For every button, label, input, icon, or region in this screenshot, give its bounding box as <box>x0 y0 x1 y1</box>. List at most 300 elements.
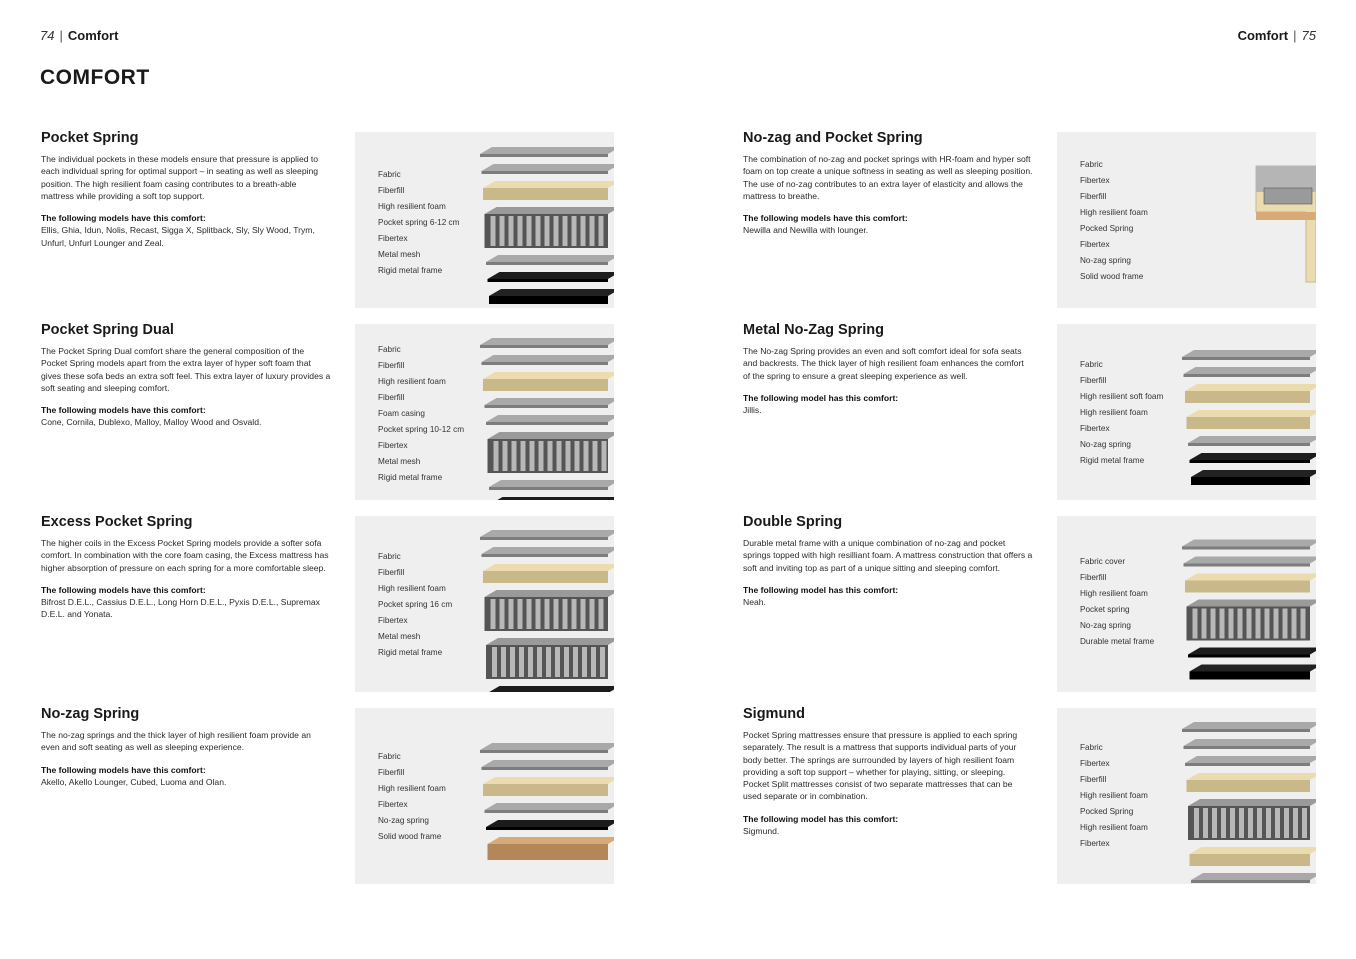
fabric-layer <box>480 338 614 348</box>
models-heading: The following models have this comfort: <box>41 584 206 595</box>
spring-coil <box>566 441 571 471</box>
spring-coil <box>564 647 569 677</box>
spring-coil <box>1302 808 1307 838</box>
foam-layer <box>483 181 614 200</box>
entry-description: The combination of no-zag and pocket springs with HR-foam and hyper soft foam on top create a unique softness in seating as well as sleeping position. The use of no-zag contributes to an extra layer of elasticity and allows the mattress to breathe. <box>743 154 1033 201</box>
layer-label: High resilient foam <box>378 377 446 386</box>
layer-label: Fabric <box>1080 743 1103 752</box>
spring-coil <box>530 441 535 471</box>
layer-diagram-pocket-spring-dual <box>355 324 614 500</box>
fabric-layer <box>486 255 614 265</box>
spring-coil <box>500 599 505 629</box>
spring-coil <box>563 216 568 246</box>
spring-coil <box>537 647 542 677</box>
spring-coil <box>1230 808 1235 838</box>
layer-list <box>378 749 446 845</box>
layer-label: Durable metal frame <box>1080 637 1155 646</box>
entry-title: Double Spring <box>743 514 843 530</box>
spring-coil <box>554 216 559 246</box>
spring-coil <box>590 216 595 246</box>
layer-label: Metal mesh <box>378 632 421 641</box>
foam-layer-top <box>1185 384 1316 391</box>
right-page-number: 75 <box>1301 28 1316 43</box>
layer-stack-illustration <box>1176 324 1316 500</box>
spring-layer-top <box>488 432 615 439</box>
entry-description: Pocket Spring mattresses ensure that pressure is applied to each spring separately. The result is a mattress that supports individual parts of your body better. The springs are surrounded by layers of high resilient foam providing a soft top support – whether for playing, sitting, or sleeping. Pocket Split mattresses consist of two separate mattresses that can be used separate or in combination. <box>743 730 1018 802</box>
fabric-layer-top <box>1182 722 1316 729</box>
models-list: Ellis, Ghia, Idun, Nolis, Recast, Sigga X, Splitback, Sly, Sly Wood, Trym, Unfurl, Unfurl Lounger and Zeal. <box>41 225 315 248</box>
models-heading: The following models have this comfort: <box>41 764 206 775</box>
foam-layer-edge <box>1190 854 1311 866</box>
spring-layer <box>488 432 615 473</box>
foam-layer-edge <box>483 188 608 200</box>
fabric-layer-edge <box>482 554 609 557</box>
frame-layer-edge <box>1191 477 1310 485</box>
layer-label: Solid wood frame <box>1080 272 1144 281</box>
fabric-layer-top <box>482 760 615 767</box>
fabric-layer <box>485 398 615 408</box>
layer-label: Rigid metal frame <box>1080 456 1145 465</box>
foam-layer <box>1190 847 1317 866</box>
comfort-entry-excess-pocket-spring <box>41 514 331 621</box>
layer-label: Metal mesh <box>378 457 421 466</box>
layer-label: Fiberfill <box>378 393 405 402</box>
fabric-layer <box>482 547 615 557</box>
comfort-entry-double-spring <box>743 514 1033 608</box>
spring-coil <box>491 599 496 629</box>
wood-frame-top <box>1256 212 1316 220</box>
layer-label: High resilient foam <box>378 584 446 593</box>
layer-label: Pocked Spring <box>1080 224 1134 233</box>
frame-layer-top <box>1190 665 1317 672</box>
layer-label: Fiberfill <box>378 568 405 577</box>
fabric-layer-top <box>486 415 614 422</box>
spring-coil <box>581 216 586 246</box>
spring-coil <box>1229 609 1234 639</box>
spring-coil <box>1265 609 1270 639</box>
fabric-layer-top <box>482 547 615 554</box>
fabric-layer-top <box>480 530 614 537</box>
fabric-layer-top <box>1184 367 1317 374</box>
layer-label: Fiberfill <box>378 361 405 370</box>
mesh-layer <box>1188 648 1316 658</box>
mesh-layer-edge <box>1188 655 1310 658</box>
layer-label: Fabric <box>1080 160 1103 169</box>
spring-coil <box>1293 808 1298 838</box>
fabric-layer <box>1188 436 1316 446</box>
spring-coil <box>519 647 524 677</box>
header-separator: | <box>1293 28 1297 43</box>
spring-coil <box>1211 609 1216 639</box>
layer-label: Metal mesh <box>378 250 421 259</box>
mesh-layer-top <box>486 820 614 827</box>
left-page-header <box>40 28 118 43</box>
entry-title: No-zag and Pocket Spring <box>743 130 923 146</box>
entry-title: No-zag Spring <box>41 706 140 722</box>
spring-coil <box>602 441 607 471</box>
entry-title: Metal No-Zag Spring <box>743 322 884 338</box>
layer-label: Pocket spring 16 cm <box>378 600 453 609</box>
entry-description: The no-zag springs and the thick layer of high resilient foam provide an even and soft seating as well as sleeping experience. <box>41 730 311 753</box>
layer-list <box>378 549 452 661</box>
comfort-entry-pocket-spring <box>41 130 331 249</box>
spring-coil <box>1275 808 1280 838</box>
mesh-layer-edge <box>1190 460 1311 463</box>
spring-coil <box>1239 808 1244 838</box>
layer-label: Fibertex <box>378 234 408 243</box>
foam-layer-edge <box>483 571 608 583</box>
fabric-layer <box>1182 722 1316 732</box>
models-list: Sigmund. <box>743 826 780 837</box>
spring-coil <box>557 441 562 471</box>
layer-label: Fibertex <box>378 616 408 625</box>
fabric-layer-edge <box>480 154 608 157</box>
mesh-layer-top <box>1188 648 1316 655</box>
layer-stack-illustration <box>474 132 614 308</box>
layer-diagram-no-zag-and-pocket-spring <box>1057 132 1316 308</box>
fabric-layer <box>480 743 614 753</box>
layer-label: Fabric <box>378 752 401 761</box>
layer-label: Fiberfill <box>1080 192 1107 201</box>
comfort-entry-pocket-spring-dual <box>41 322 331 429</box>
fabric-layer <box>1182 540 1316 550</box>
layer-label: Fiberfill <box>1080 775 1107 784</box>
spring-coil <box>584 441 589 471</box>
layer-label: Fiberfill <box>378 768 405 777</box>
spring-coil <box>512 441 517 471</box>
entry-description: The No-zag Spring provides an even and soft comfort ideal for sofa seats and backrests. The thick layer of high resilient foam enhances the comfort of the spring to ensure a great sleeping experience as well. <box>743 346 1024 381</box>
spring-coil <box>1247 609 1252 639</box>
fabric-layer <box>1191 873 1316 883</box>
spring-coil <box>599 216 604 246</box>
layer-label: Solid wood frame <box>378 832 442 841</box>
spring-coil <box>527 216 532 246</box>
fabric-layer-top <box>1182 540 1316 547</box>
layer-label: Fabric cover <box>1080 557 1126 566</box>
fabric-layer-edge <box>1182 547 1310 550</box>
spring-coil <box>591 647 596 677</box>
foam-layer-edge <box>483 784 608 796</box>
fabric-layer-top <box>1188 436 1316 443</box>
entry-description: The Pocket Spring Dual comfort share the general composition of the Pocket Spring models apart from the extra layer of hyper soft foam that gives these sofa beds an extra soft feel. This extra layer of luxury provides a soft seating and sleeping comfort. <box>41 346 331 393</box>
fabric-layer-top <box>480 147 614 154</box>
comfort-entry-sigmund <box>743 706 1033 837</box>
spring-coil <box>494 441 499 471</box>
foam-layer <box>483 777 614 796</box>
spring-coil <box>554 599 559 629</box>
left-section-name: Comfort <box>67 28 119 43</box>
spring-coil <box>510 647 515 677</box>
foam-layer-top <box>1187 410 1317 417</box>
spring-coil <box>1266 808 1271 838</box>
spring-coil <box>1274 609 1279 639</box>
spring-layer <box>486 638 614 679</box>
spring-coil <box>1221 808 1226 838</box>
spring-coil <box>500 216 505 246</box>
spring-coil <box>572 216 577 246</box>
layer-list <box>1080 740 1148 852</box>
spring-coil <box>599 599 604 629</box>
models-list: Newilla and Newilla with lounger. <box>743 225 869 236</box>
layer-diagram-metal-no-zag-spring <box>1057 324 1316 500</box>
layer-label: No-zag spring <box>1080 621 1131 630</box>
spring-coil <box>1248 808 1253 838</box>
fabric-layer-top <box>480 743 614 750</box>
layer-label: High resilient foam <box>1080 589 1148 598</box>
spring-coil <box>492 647 497 677</box>
mesh-layer-edge <box>486 827 608 830</box>
wood-frame-layer-edge <box>488 844 609 860</box>
models-list: Akello, Akello Lounger, Cubed, Luoma and Olan. <box>41 776 227 787</box>
spring-layer-top <box>486 638 614 645</box>
mesh-layer-top <box>488 272 615 279</box>
mesh-layer <box>488 686 615 692</box>
foam-layer-top <box>1185 574 1316 581</box>
models-list: Bifrost D.E.L., Cassius D.E.L., Long Horn D.E.L., Pyxis D.E.L., Supremax D.E.L. and Yonata. <box>41 597 320 620</box>
foam-layer <box>1185 384 1316 403</box>
spring-coil <box>573 647 578 677</box>
spring-coil <box>581 599 586 629</box>
fabric-layer <box>485 803 615 813</box>
fabric-layer-edge <box>1184 564 1311 567</box>
fabric-layer-top <box>1184 739 1317 746</box>
fabric-layer <box>482 164 615 174</box>
spring-coil <box>545 216 550 246</box>
spring-coil <box>521 441 526 471</box>
layer-stack-illustration <box>1176 708 1316 884</box>
layer-list <box>1080 554 1154 650</box>
fabric-layer <box>480 530 614 540</box>
fabric-layer-edge <box>1182 729 1310 732</box>
layer-label: Fibertex <box>1080 176 1110 185</box>
layer-stack-illustration <box>474 324 614 500</box>
spring-coil <box>593 441 598 471</box>
spring-coil <box>501 647 506 677</box>
fabric-layer-top <box>1184 557 1317 564</box>
layer-list <box>378 167 459 279</box>
layer-stack-illustration <box>1176 516 1316 692</box>
layer-label: Fibertex <box>378 441 408 450</box>
models-heading: The following models have this comfort: <box>41 405 206 416</box>
fabric-layer-edge <box>480 537 608 540</box>
layer-list <box>378 342 464 486</box>
wood-frame-layer-top <box>488 837 615 844</box>
foam-layer <box>483 372 614 391</box>
fabric-layer-edge <box>1184 746 1311 749</box>
spring-coil <box>1212 808 1217 838</box>
spring-coil <box>1202 609 1207 639</box>
layer-label: No-zag spring <box>1080 256 1131 265</box>
fabric-layer-edge <box>482 362 609 365</box>
mesh-layer-top <box>488 686 615 692</box>
spring-coil <box>527 599 532 629</box>
frame-layer-edge <box>1190 672 1311 680</box>
layer-label: High resilient foam <box>1080 791 1148 800</box>
layer-label: Fabric <box>1080 360 1103 369</box>
mesh-layer-top <box>491 497 615 500</box>
fabric-layer-edge <box>486 262 608 265</box>
fabric-layer-top <box>486 255 614 262</box>
foam-layer-top <box>483 777 614 784</box>
spring-coil <box>1283 609 1288 639</box>
mesh-layer-top <box>1190 453 1317 460</box>
fabric-layer-top <box>1191 873 1316 880</box>
fabric-layer <box>1184 557 1317 567</box>
fabric-layer-edge <box>1191 880 1310 883</box>
fabric-layer <box>1184 367 1317 377</box>
fabric-layer-top <box>480 338 614 345</box>
layer-label: High resilient foam <box>378 784 446 793</box>
spring-coil <box>590 599 595 629</box>
comfort-entry-no-zag-spring <box>41 706 331 788</box>
spring-coil <box>536 216 541 246</box>
spring-layer-top <box>485 207 615 214</box>
fabric-layer-edge <box>1182 357 1310 360</box>
fabric-layer-top <box>489 480 614 487</box>
left-page-number: 74 <box>40 28 55 43</box>
spring-coil <box>509 216 514 246</box>
right-section-name: Comfort <box>1237 28 1289 43</box>
fabric-layer-edge <box>486 422 608 425</box>
frame-layer <box>1190 665 1317 680</box>
layer-label: Fibertex <box>1080 759 1110 768</box>
foam-layer <box>1187 773 1317 792</box>
layer-label: Fabric <box>378 552 401 561</box>
spring-layer <box>485 590 615 631</box>
layer-label: Fiberfill <box>1080 573 1107 582</box>
models-list: Jillis. <box>743 405 762 416</box>
mesh-layer-edge <box>488 279 609 282</box>
spring-coil <box>536 599 541 629</box>
layer-diagram-no-zag-spring <box>355 708 614 884</box>
foam-layer-top <box>483 181 614 188</box>
spring-coil <box>503 441 508 471</box>
comfort-entry-no-zag-and-pocket-spring <box>743 130 1033 237</box>
spring-layer-top <box>485 590 615 597</box>
foam-layer-edge <box>1185 391 1310 403</box>
fabric-layer-top <box>1182 350 1316 357</box>
layer-diagram-excess-pocket-spring <box>355 516 614 692</box>
spring-coil <box>491 216 496 246</box>
models-heading: The following models have this comfort: <box>743 213 908 224</box>
models-heading: The following models have this comfort: <box>41 213 206 224</box>
layer-label: Fibertex <box>1080 240 1110 249</box>
layer-label: Foam casing <box>378 409 425 418</box>
fabric-layer-top <box>485 398 615 405</box>
foam-layer-edge <box>1187 417 1311 429</box>
layer-diagram-sigmund <box>1057 708 1316 884</box>
layer-label: High resilient foam <box>378 202 446 211</box>
layer-label: Fibertex <box>1080 839 1110 848</box>
fabric-layer-top <box>482 355 615 362</box>
foam-layer-edge <box>1187 780 1311 792</box>
right-page-header <box>1238 28 1316 43</box>
layer-diagram-pocket-spring <box>355 132 614 308</box>
fabric-layer-top <box>1185 756 1316 763</box>
spring-coil <box>1292 609 1297 639</box>
fabric-layer <box>482 355 615 365</box>
fabric-layer-edge <box>480 750 608 753</box>
fabric-layer-edge <box>1185 763 1310 766</box>
entry-title: Sigmund <box>743 706 806 722</box>
spring-layer <box>1187 600 1317 641</box>
spring-layer <box>1188 799 1316 840</box>
mesh-layer <box>1190 453 1317 463</box>
spring-layer-top <box>1187 600 1317 607</box>
frame-layer-top <box>489 289 614 296</box>
spring-coil <box>1238 609 1243 639</box>
sofa-cutaway-illustration <box>1156 132 1316 308</box>
fabric-layer-top <box>485 803 615 810</box>
layer-diagram-double-spring <box>1057 516 1316 692</box>
spring-coil <box>582 647 587 677</box>
fabric-layer-edge <box>485 810 609 813</box>
layer-label: Fabric <box>378 345 401 354</box>
spring-coil <box>555 647 560 677</box>
entry-title: Pocket Spring Dual <box>41 322 174 338</box>
entry-description: The higher coils in the Excess Pocket Spring models provide a softer sofa comfort. In combination with the core foam casing, the Excess mattress has higher absorption of pressure on each spring for a more comfortable sleep. <box>41 538 329 573</box>
foam-layer-edge <box>1185 581 1310 593</box>
layer-list <box>1080 157 1148 285</box>
page-title: COMFORT <box>40 66 150 89</box>
frame-layer-top <box>1191 470 1316 477</box>
layer-label: Rigid metal frame <box>378 473 443 482</box>
pocket-spring-layer <box>1264 188 1312 204</box>
spring-coil <box>600 647 605 677</box>
foam-layer-top <box>483 372 614 379</box>
layer-label: Fiberfill <box>378 186 405 195</box>
entry-title: Excess Pocket Spring <box>41 514 193 530</box>
foam-layer-top <box>483 564 614 571</box>
layer-label: No-zag spring <box>378 816 429 825</box>
layer-label: High resilient foam <box>1080 208 1148 217</box>
comfort-entry-metal-no-zag-spring <box>743 322 1033 416</box>
spring-coil <box>539 441 544 471</box>
layer-label: Fiberfill <box>1080 376 1107 385</box>
layer-label: Pocket spring 6-12 cm <box>378 218 460 227</box>
models-heading: The following model has this comfort: <box>743 813 899 824</box>
layer-label: Pocket spring <box>1080 605 1130 614</box>
fabric-layer <box>486 415 614 425</box>
spring-coil <box>545 599 550 629</box>
frame-layer <box>489 289 614 304</box>
spring-coil <box>1256 609 1261 639</box>
spring-coil <box>1194 808 1199 838</box>
foam-layer <box>483 564 614 583</box>
frame-layer <box>1191 470 1316 485</box>
header-separator: | <box>59 28 63 43</box>
models-list: Cone, Cornila, Dublexo, Malloy, Malloy Wood and Osvald. <box>41 417 262 428</box>
fabric-layer <box>1185 756 1316 766</box>
layer-label: Rigid metal frame <box>378 266 443 275</box>
spring-coil <box>1220 609 1225 639</box>
fabric-layer-edge <box>1184 374 1311 377</box>
spring-coil <box>548 441 553 471</box>
foam-layer-edge <box>483 379 608 391</box>
fabric-layer-edge <box>1188 443 1310 446</box>
fabric-layer <box>480 147 614 157</box>
layer-label: High resilient foam <box>1080 823 1148 832</box>
layer-label: Fabric <box>378 170 401 179</box>
fabric-layer-edge <box>489 487 608 490</box>
spring-layer <box>485 207 615 248</box>
spring-coil <box>518 599 523 629</box>
spring-coil <box>572 599 577 629</box>
spring-coil <box>575 441 580 471</box>
fabric-layer-top <box>482 164 615 171</box>
layer-stack-illustration <box>474 516 614 692</box>
fabric-layer-edge <box>482 767 609 770</box>
